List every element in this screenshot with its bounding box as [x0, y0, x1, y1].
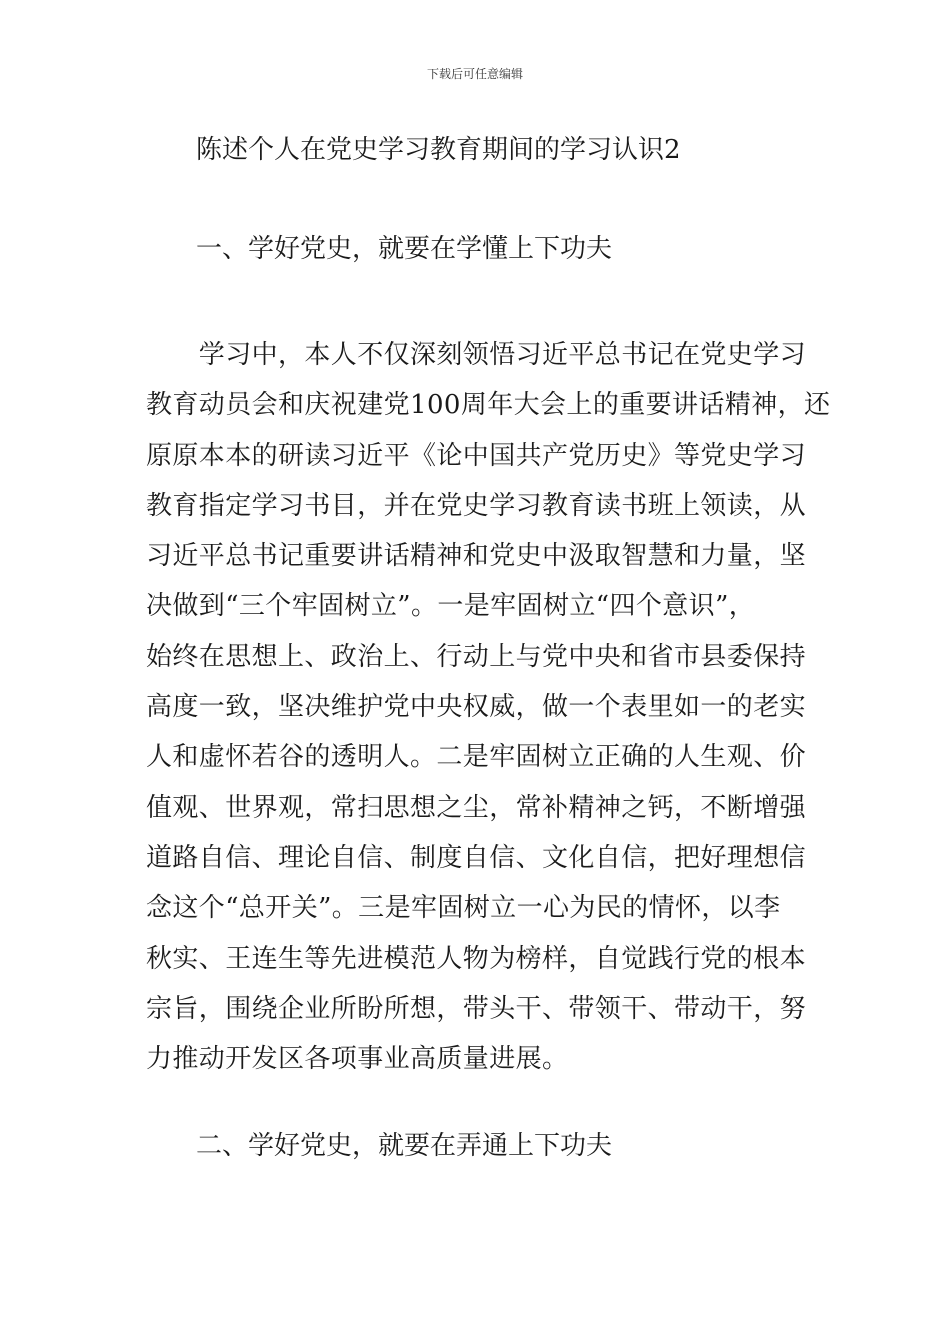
paragraph-line: 人和虚怀若谷的透明人。二是牢固树立正确的人生观、价	[146, 742, 807, 773]
section-1-paragraph	[146, 330, 831, 1084]
paragraph-line: 值观、世界观，常扫思想之尘，常补精神之钙，不断增强	[146, 792, 807, 823]
paragraph-line: 力推动开发区各项事业高质量进展。	[146, 1044, 569, 1075]
document-title: 陈述个人在党史学习教育期间的学习认识2	[196, 135, 681, 165]
section-heading-1: 一、学好党史，就要在学懂上下功夫	[196, 234, 613, 264]
section-heading-2: 二、学好党史，就要在弄通上下功夫	[196, 1131, 613, 1161]
paragraph-line: 宗旨，围绕企业所盼所想，带头干、带领干、带动干，努	[146, 993, 807, 1024]
paragraph-line: 原原本本的研读习近平《论中国共产党历史》等党史学习	[146, 440, 807, 471]
paragraph-line: 习近平总书记重要讲话精神和党史中汲取智慧和力量，坚	[146, 541, 807, 572]
paragraph-line: 始终在思想上、政治上、行动上与党中央和省市县委保持	[146, 641, 807, 672]
paragraph-line: 决做到“三个牢固树立”。一是牢固树立“四个意识”，	[146, 591, 756, 622]
header-note: 下载后可任意编辑	[426, 67, 523, 81]
paragraph-line: 高度一致，坚决维护党中央权威，做一个表里如一的老实	[146, 692, 807, 723]
paragraph-line: 教育动员会和庆祝建党100周年大会上的重要讲话精神，还	[146, 390, 831, 421]
paragraph-line: 念这个“总开关”。三是牢固树立一心为民的情怀，以李	[146, 893, 781, 924]
paragraph-line: 学习中，本人不仅深刻领悟习近平总书记在党史学习	[146, 340, 807, 370]
paragraph-line: 秋实、王连生等先进模范人物为榜样，自觉践行党的根本	[146, 943, 807, 974]
paragraph-line: 道路自信、理论自信、制度自信、文化自信，把好理想信	[146, 842, 807, 873]
paragraph-line: 教育指定学习书目，并在党史学习教育读书班上领读，从	[146, 490, 807, 521]
